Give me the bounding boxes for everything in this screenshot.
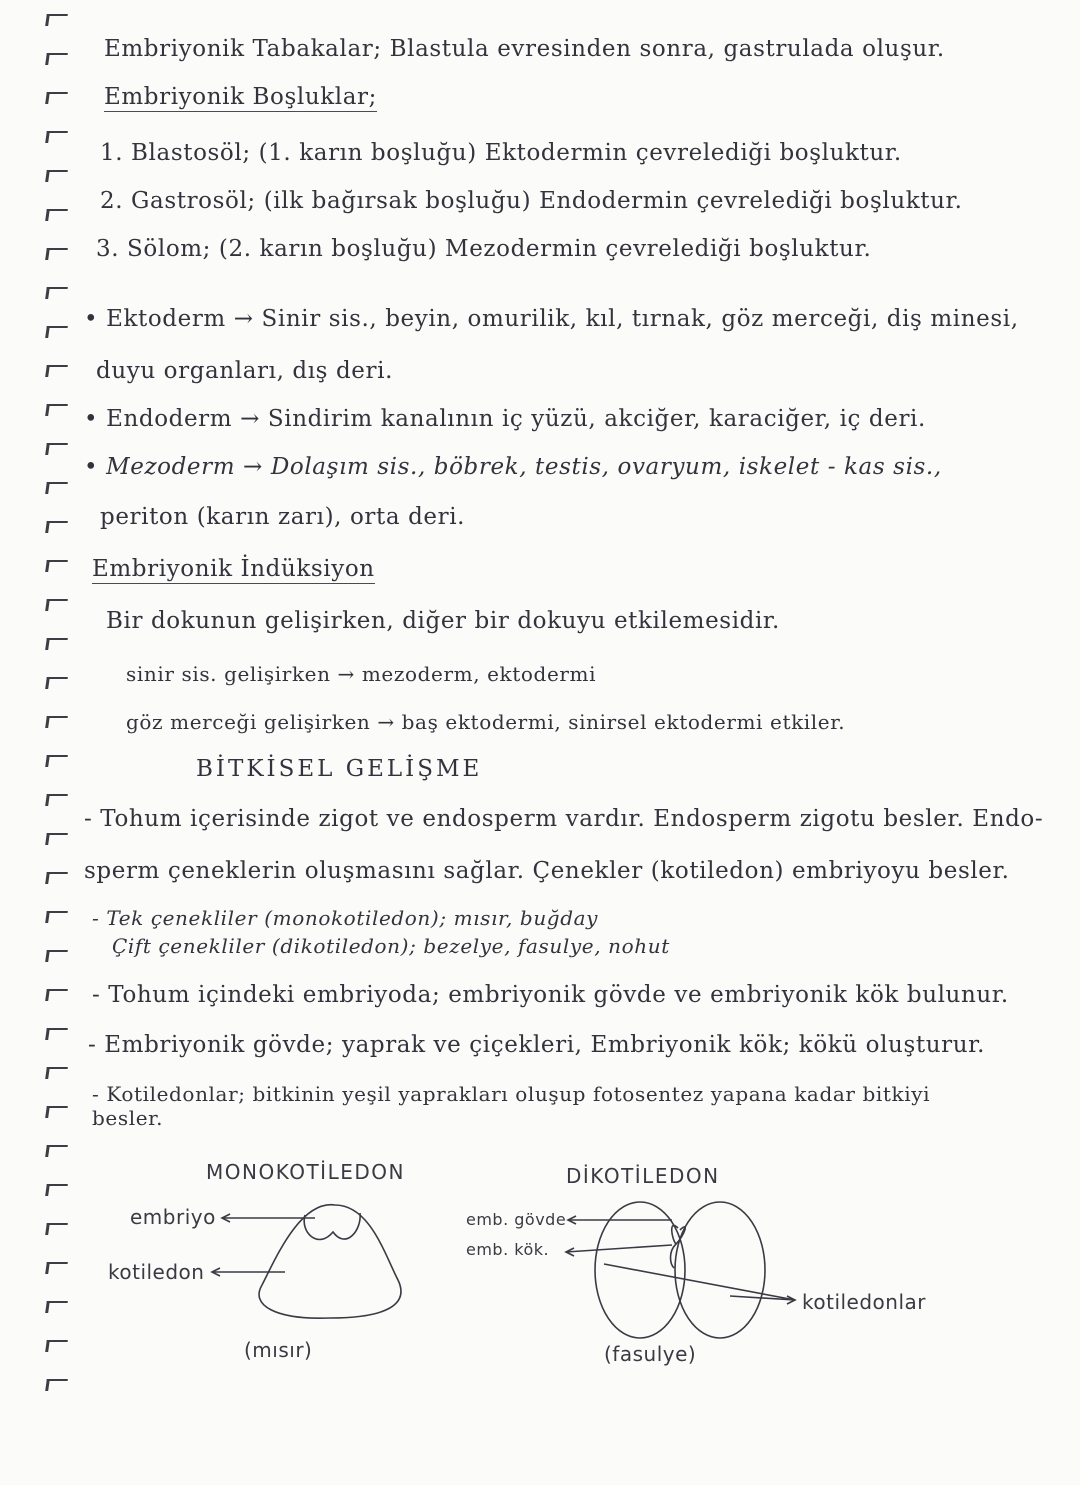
note-line-embryo-function: - Embriyonik gövde; yaprak ve çiçekleri, Embriyonik kök; kökü oluşturur. [88, 1032, 986, 1058]
monocot-embryo-outline [304, 1213, 360, 1239]
label-kotiledon: kotiledon [108, 1260, 205, 1284]
note-line-gastrocoel: 2. Gastrosöl; (ilk bağırsak boşluğu) Endodermin çevrelediği boşluktur. [100, 188, 963, 214]
note-line-embryo-parts: - Tohum içindeki embriyoda; embriyonik gövde ve embriyonik kök bulunur. [92, 982, 1009, 1008]
note-line-coelom: 3. Sölom; (2. karın boşluğu) Mezodermin çevrelediği boşluktur. [96, 236, 872, 262]
note-line-cotyledon-cont: besler. [92, 1106, 164, 1130]
heading-plant-development: BİTKİSEL GELİŞME [196, 756, 483, 782]
note-line-mesoderm-cont: periton (karın zarı), orta deri. [100, 504, 466, 530]
note-line-cotyledon: - Kotiledonlar; bitkinin yeşil yaprakları oluşup fotosentez yapana kadar bitkiyi [92, 1082, 931, 1106]
label-misir: (mısır) [244, 1338, 313, 1362]
diagram-title-monocot: MONOKOTİLEDON [206, 1160, 405, 1184]
note-line-seed-2: sperm çeneklerin oluşmasını sağlar. Çenekler (kotiledon) embriyoyu besler. [84, 858, 1010, 884]
note-line-dicots: Çift çenekliler (dikotiledon); bezelye, fasulye, nohut [112, 934, 670, 958]
note-line-induction-def: Bir dokunun gelişirken, diğer bir dokuyu etkilemesidir. [106, 608, 780, 634]
label-emb-kok: emb. kök. [466, 1240, 550, 1259]
note-line-seed-1: - Tohum içerisinde zigot ve endosperm vardır. Endosperm zigotu besler. Endo- [84, 806, 1044, 832]
note-line-monocots: - Tek çenekliler (monokotiledon); mısır, buğday [92, 906, 599, 930]
label-emb-govde: emb. gövde [466, 1210, 567, 1229]
note-line-ectoderm: • Ektoderm → Sinir sis., beyin, omurilik, kıl, tırnak, göz merceği, diş minesi, [84, 306, 1019, 332]
label-fasulye: (fasulye) [604, 1342, 697, 1366]
dicot-cotyledon-right [675, 1202, 765, 1338]
note-line-mesoderm: • Mezoderm → Dolaşım sis., böbrek, testis, ovaryum, iskelet - kas sis., [84, 454, 942, 480]
note-line-ectoderm-cont: duyu organları, dış deri. [96, 358, 393, 384]
label-embriyo: embriyo [130, 1205, 216, 1229]
note-line-endoderm: • Endoderm → Sindirim kanalının iç yüzü, akciğer, karaciğer, iç deri. [84, 406, 926, 432]
dicot-kok-arrow [566, 1245, 672, 1252]
note-line-induction-ex2: göz merceği gelişirken → baş ektodermi, sinirsel ektodermi etkiler. [126, 710, 846, 734]
monocot-seed-outline [259, 1205, 401, 1318]
label-kotiledonlar: kotiledonlar [802, 1290, 927, 1314]
note-line-blastocoel: 1. Blastosöl; (1. karın boşluğu) Ektodermin çevrelediği boşluktur. [100, 140, 902, 166]
heading-embryonic-induction: Embriyonik İndüksiyon [92, 556, 375, 582]
dicot-kotiledon-arrow [604, 1264, 795, 1300]
heading-embryonic-cavities: Embriyonik Boşluklar; [104, 84, 378, 110]
note-line-induction-ex1: sinir sis. gelişirken → mezoderm, ektodermi [126, 662, 597, 686]
diagram-title-dicot: DİKOTİLEDON [566, 1164, 720, 1188]
note-line-embryonic-layers: Embriyonik Tabakalar; Blastula evresinden sonra, gastrulada oluşur. [104, 36, 945, 62]
